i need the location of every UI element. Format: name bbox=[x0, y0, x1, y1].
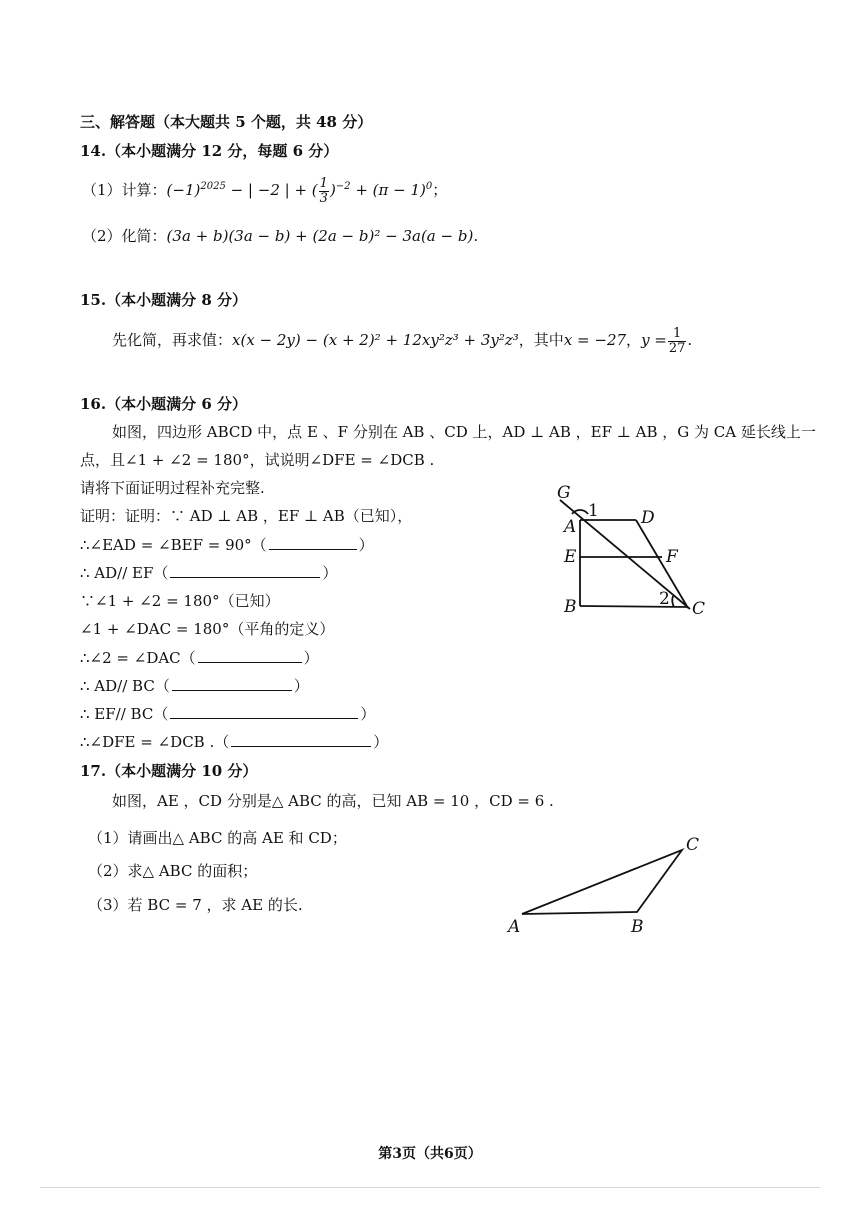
q16-step-4: ∵∠1 + ∠2 = 180°（已知） bbox=[80, 592, 280, 610]
answer-blank[interactable] bbox=[269, 535, 357, 550]
answer-blank[interactable] bbox=[231, 732, 371, 747]
label-e: E bbox=[564, 547, 577, 567]
page-footer: 第3页（共6页） bbox=[378, 1146, 482, 1162]
q17-stem: 如图，AE ，CD 分别是△ ABC 的高，已知 AB = 10 ，CD = 6 . bbox=[112, 792, 554, 810]
q14-title: 14.（本小题满分 12 分，每题 6 分） bbox=[80, 142, 339, 160]
answer-blank[interactable] bbox=[198, 648, 302, 663]
label-b: B bbox=[564, 597, 577, 617]
q15-title: 15.（本小题满分 8 分） bbox=[80, 291, 247, 309]
answer-blank[interactable] bbox=[170, 563, 320, 578]
q16-step-9: ∴∠DFE = ∠DCB .（ ） bbox=[80, 733, 389, 751]
q16-stem-line1: 如图，四边形 ABCD 中，点 E 、F 分别在 AB 、CD 上，AD ⊥ AB ，EF ⊥ AB ，G 为 CA 延长线上一 bbox=[112, 423, 816, 441]
segment-bc bbox=[580, 606, 688, 607]
label-angle-2: 2 bbox=[659, 589, 670, 609]
q17-part2: （2）求△ ABC 的面积； bbox=[88, 862, 258, 880]
q16-title: 16.（本小题满分 6 分） bbox=[80, 395, 247, 413]
q14-fraction: $\frac{1}{3}$ bbox=[319, 175, 328, 206]
label-a: A bbox=[564, 517, 577, 537]
q15-y-fraction: $\frac{1}{27}$ bbox=[668, 325, 686, 356]
angle-2-arc bbox=[672, 596, 674, 607]
q16-step-6: ∴∠2 = ∠DAC（ ） bbox=[80, 649, 319, 667]
q16-step-3: ∴ AD// EF（ ） bbox=[80, 564, 338, 582]
triangle-abc bbox=[522, 850, 682, 914]
q14-part2: （2）化简：(3a + b)(3a − b) + (2a − b)² − 3a(a − b). bbox=[82, 227, 479, 245]
q17-part3: （3）若 BC = 7 ，求 AE 的长. bbox=[88, 896, 303, 914]
label-d: D bbox=[641, 508, 655, 528]
label-a: A bbox=[508, 917, 521, 937]
section-header: 三、解答题（本大题共 5 个题，共 48 分） bbox=[80, 113, 373, 131]
q17-figure bbox=[500, 826, 720, 942]
q16-step-7: ∴ AD// BC（ ） bbox=[80, 677, 309, 695]
q17-part1: （1）请画出△ ABC 的高 AE 和 CD； bbox=[88, 829, 347, 847]
q16-stem-line2: 点，且∠1 + ∠2 = 180°，试说明∠DFE = ∠DCB . bbox=[80, 451, 435, 469]
q16-step-8: ∴ EF// BC（ ） bbox=[80, 705, 376, 723]
q16-instruction: 请将下面证明过程补充完整. bbox=[80, 479, 265, 497]
label-b: B bbox=[631, 917, 644, 937]
label-g: G bbox=[557, 483, 571, 503]
q16-step-2: ∴∠EAD = ∠BEF = 90°（ ） bbox=[80, 536, 374, 554]
q14-part2-label: （2）化简： bbox=[82, 227, 167, 245]
angle-1-arc bbox=[572, 510, 588, 514]
q16-step-5: ∠1 + ∠DAC = 180°（平角的定义） bbox=[80, 620, 335, 638]
q14-part1-label: （1）计算： bbox=[82, 181, 167, 199]
q16-step-1: 证明：证明：∵ AD ⊥ AB ，EF ⊥ AB（已知）， bbox=[80, 507, 413, 525]
q14-part1-expr: $(-1)^{2025}$ − | −2 | + ( $\frac{1}{3}$ )$^{-2} + (\pi - 1)^0$ bbox=[166, 175, 433, 206]
answer-blank[interactable] bbox=[172, 676, 292, 691]
q17-title: 17.（本小题满分 10 分） bbox=[80, 762, 258, 780]
label-angle-1: 1 bbox=[588, 501, 599, 521]
q15-body: 先化简，再求值：x(x − 2y) − (x + 2)² + 12xy²z³ + 3y²z³，其中x = −27，y = $\frac{1}{27}$ . bbox=[112, 325, 693, 356]
label-f: F bbox=[666, 547, 678, 567]
answer-blank[interactable] bbox=[170, 704, 358, 719]
label-c: C bbox=[686, 835, 700, 855]
q15-expr: x(x − 2y) − (x + 2)² + 12xy²z³ + 3y²z³ bbox=[232, 331, 519, 349]
q14-part2-expr: (3a + b)(3a − b) + (2a − b)² − 3a(a − b) bbox=[166, 227, 474, 245]
q16-figure bbox=[540, 476, 720, 626]
label-c: C bbox=[692, 599, 706, 619]
bottom-divider bbox=[40, 1187, 820, 1188]
q14-part1: （1）计算：$(-1)^{2025}$ − | −2 | + ( $\frac{1}{3}$ )$^{-2} + (\pi - 1)^0$； bbox=[82, 175, 448, 206]
